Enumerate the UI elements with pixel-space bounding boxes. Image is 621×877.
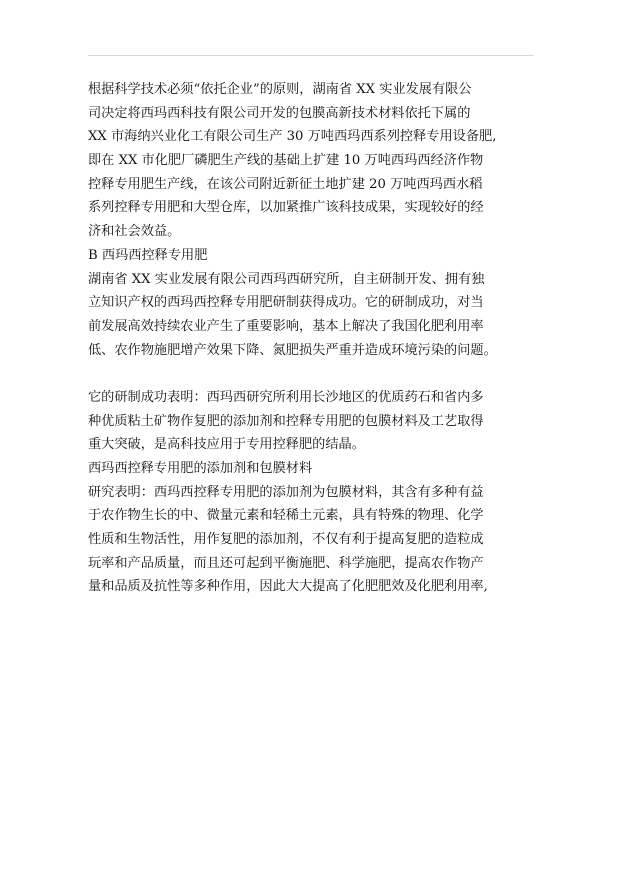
text-line: XX 市海纳兴业化工有限公司生产 30 万吨西玛西系列控释专用设备肥,: [88, 129, 497, 145]
text-line: 种优质粘土矿物作复肥的添加剂和控释专用肥的包膜材料及工艺取得: [88, 413, 484, 429]
paragraph-research-institute: [88, 268, 540, 363]
blank-line: [88, 362, 540, 386]
subsection-heading: [88, 457, 540, 481]
text-line: 性质和生物活性，用作复肥的添加剂，不仅有利于提高复肥的造粒成: [88, 532, 484, 548]
text-line: 即在 XX 市化肥厂磷肥生产线的基础上扩建 10 万吨西玛西经济作物: [88, 153, 484, 169]
text-line: 控释专用肥生产线，在该公司附近新征土地扩建 20 万吨西玛西水稻: [88, 176, 483, 192]
text-line: 研究表明：西玛西控释专用肥的添加剂为包膜材料，其含有多种有益: [88, 484, 484, 500]
heading-line: 西玛西控释专用肥的添加剂和包膜材料: [88, 461, 313, 476]
header-rule: [88, 55, 534, 56]
paragraph-intro: [88, 78, 540, 244]
text-line: 量和品质及抗性等多种作用，因此大大提高了化肥肥效及化肥利用率,: [88, 579, 488, 595]
text-line: 湖南省 XX 实业发展有限公司西玛西研究所，自主研制开发、拥有独: [88, 271, 485, 287]
text-line: 低、农作物施肥增产效果下降、氮肥损失严重并造成环境污染的问题。: [88, 342, 497, 358]
heading-line: B 西玛西控释专用肥: [88, 247, 208, 263]
text-line: 系列控释专用肥和大型仓库，以加紧推广该科技成果，实现较好的经: [88, 200, 484, 216]
text-line: 济和社会效益。: [88, 224, 181, 240]
text-line: 于农作物生长的中、微量元素和轻稀土元素，具有特殊的物理、化学: [88, 508, 484, 524]
text-line: 前发展高效持续农业产生了重要影响，基本上解决了我国化肥利用率: [88, 318, 484, 334]
text-line: 立知识产权的西玛西控释专用肥研制获得成功。它的研制成功，对当: [88, 295, 484, 311]
text-line: 重大突破，是高科技应用于专用控释肥的结晶。: [88, 437, 365, 453]
paragraph-success: [88, 386, 540, 457]
paragraph-research-findings: [88, 481, 540, 599]
text-line: 根据科学技术必须“依托企业”的原则，湖南省 XX 实业发展有限公: [88, 82, 472, 97]
section-heading: [88, 244, 540, 268]
text-line: 它的研制成功表明：西玛西研究所利用长沙地区的优质药石和省内多: [88, 389, 484, 405]
text-line: 司决定将西玛西科技有限公司开发的包膜高新技术材料依托下属的: [88, 105, 471, 121]
body-text: [88, 78, 540, 599]
text-line: 玩率和产品质量，而且还可起到平衡施肥、科学施肥，提高农作物产: [88, 555, 484, 571]
